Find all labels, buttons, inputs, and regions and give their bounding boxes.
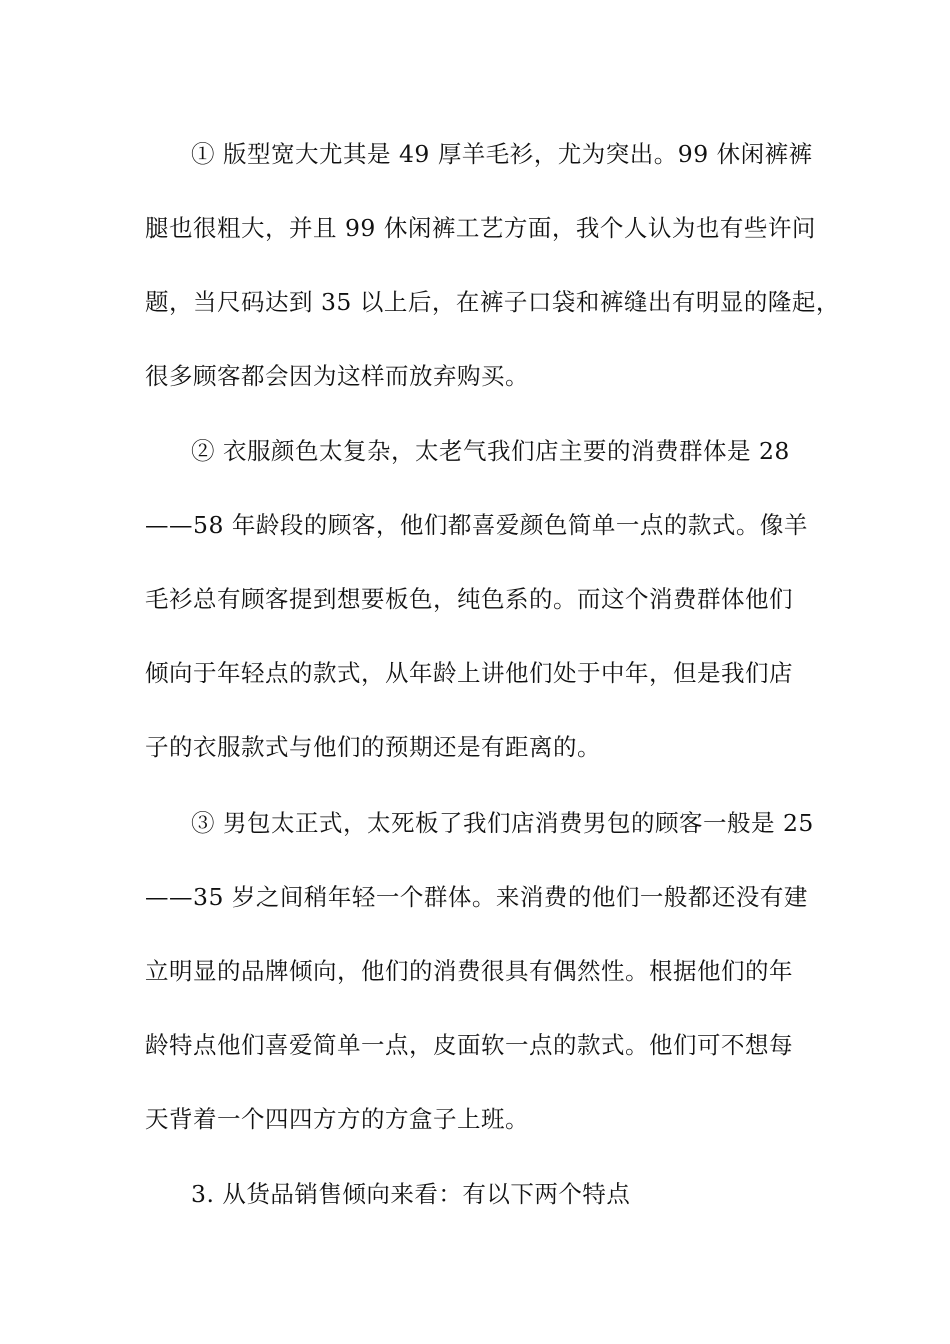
- paragraph-2-line-2: ——58 年龄段的顾客，他们都喜爱颜色简单一点的款式。像羊: [145, 511, 808, 539]
- paragraph-3-line-4: 龄特点他们喜爱简单一点，皮面软一点的款式。他们可不想每: [145, 1031, 793, 1059]
- paragraph-3-line-2: ——35 岁之间稍年轻一个群体。来消费的他们一般都还没有建: [145, 883, 808, 911]
- paragraph-3-line-5: 天背着一个四四方方的方盒子上班。: [145, 1105, 529, 1133]
- paragraph-1-line-1: ① 版型宽大尤其是 49 厚羊毛衫，尤为突出。99 休闲裤裤: [191, 140, 813, 168]
- paragraph-2-line-5: 子的衣服款式与他们的预期还是有距离的。: [145, 733, 601, 761]
- paragraph-2-line-3: 毛衫总有顾客提到想要板色，纯色系的。而这个消费群体他们: [145, 585, 793, 613]
- paragraph-3-line-3: 立明显的品牌倾向，他们的消费很具有偶然性。根据他们的年: [145, 957, 793, 985]
- section-heading-3: 3. 从货品销售倾向来看：有以下两个特点: [191, 1180, 631, 1208]
- paragraph-2-line-4: 倾向于年轻点的款式，从年龄上讲他们处于中年，但是我们店: [145, 659, 793, 687]
- paragraph-3-line-1: ③ 男包太正式，太死板了我们店消费男包的顾客一般是 25: [191, 809, 814, 837]
- paragraph-1-line-4: 很多顾客都会因为这样而放弃购买。: [145, 362, 529, 390]
- paragraph-2-line-1: ② 衣服颜色太复杂，太老气我们店主要的消费群体是 28: [191, 437, 790, 465]
- paragraph-1-line-2: 腿也很粗大，并且 99 休闲裤工艺方面，我个人认为也有些许问: [145, 214, 816, 242]
- paragraph-1-line-3: 题，当尺码达到 35 以上后，在裤子口袋和裤缝出有明显的隆起，: [145, 288, 840, 316]
